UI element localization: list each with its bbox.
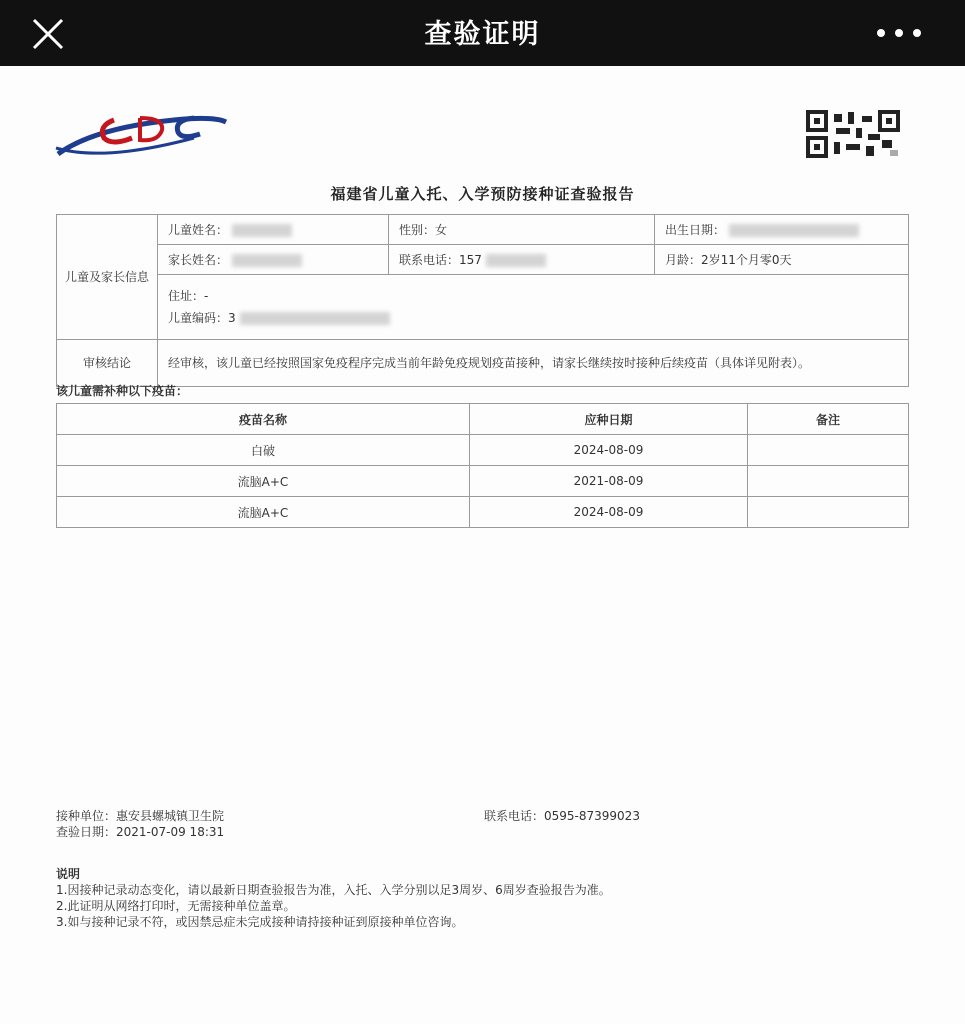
redacted-child-name	[232, 224, 292, 237]
vaccine-date: 2024-08-09	[470, 497, 748, 528]
vaccination-unit: 接种单位：惠安县螺城镇卫生院	[56, 809, 225, 823]
gender-cell: 性别：女	[389, 215, 655, 245]
footer-info	[56, 808, 640, 840]
review-text: 经审核，该儿童已经按照国家免疫程序完成当前年龄免疫规划疫苗接种，请家长继续按时接种后续疫苗（具体详见附表）。	[158, 340, 909, 387]
unit-phone: 联系电话：0595-87399023	[484, 809, 640, 823]
note-header: 备注	[748, 404, 909, 435]
phone-label: 联系电话：157	[399, 253, 482, 267]
due-date-header: 应种日期	[470, 404, 748, 435]
address-cell	[158, 275, 909, 340]
parent-name-label: 家长姓名：	[168, 253, 229, 267]
notes-section	[56, 866, 906, 930]
redacted-phone	[486, 254, 546, 267]
note-item: 3.如与接种记录不符，或因禁忌症未完成接种请持接种证到原接种单位咨询。	[56, 915, 464, 929]
vaccine-intro: 该儿童需补种以下疫苗：	[56, 384, 189, 398]
cdc-logo	[54, 108, 230, 166]
redacted-parent-name	[232, 254, 302, 267]
vaccine-name: 白破	[57, 435, 470, 466]
document-title: 福建省儿童入托、入学预防接种证查验报告	[330, 185, 635, 203]
age-cell: 月龄：2岁11个月零0天	[655, 245, 909, 275]
redacted-birth-date	[729, 224, 859, 237]
phone-cell	[389, 245, 655, 275]
child-info-table	[56, 214, 909, 387]
vaccine-note	[748, 435, 909, 466]
info-section-label: 儿童及家长信息	[57, 215, 158, 340]
child-name-label: 儿童姓名：	[168, 223, 229, 237]
check-date: 查验日期：2021-07-09 18:31	[56, 825, 225, 839]
note-item: 1.因接种记录动态变化，请以最新日期查验报告为准，入托、入学分别以足3周岁、6周岁查验报告为准。	[56, 883, 611, 897]
vaccine-table-header	[57, 404, 909, 435]
page-title: 查验证明	[424, 19, 541, 50]
vaccine-note	[748, 466, 909, 497]
birth-date-label: 出生日期：	[665, 223, 726, 237]
more-icon[interactable]	[874, 23, 924, 43]
vaccine-date: 2024-08-09	[470, 435, 748, 466]
note-item: 2.此证明从网络打印时，无需接种单位盖章。	[56, 899, 296, 913]
birth-date-cell	[655, 215, 909, 245]
child-code-row	[168, 307, 898, 329]
redacted-child-code	[240, 312, 390, 325]
review-label: 审核结论	[57, 340, 158, 387]
vaccine-table	[56, 403, 909, 528]
address-text: 住址：-	[168, 289, 209, 303]
notes-heading: 说明	[56, 867, 81, 881]
vaccine-name: 流脑A+C	[57, 497, 470, 528]
qr-code	[806, 110, 902, 158]
table-row	[57, 435, 909, 466]
top-bar	[0, 0, 965, 66]
parent-name-cell	[158, 245, 389, 275]
table-row	[57, 466, 909, 497]
vaccine-date: 2021-08-09	[470, 466, 748, 497]
vaccine-name: 流脑A+C	[57, 466, 470, 497]
vaccine-note	[748, 497, 909, 528]
child-name-cell	[158, 215, 389, 245]
table-row	[57, 497, 909, 528]
vaccine-name-header: 疫苗名称	[57, 404, 470, 435]
child-code-label: 儿童编码：3	[168, 311, 236, 325]
